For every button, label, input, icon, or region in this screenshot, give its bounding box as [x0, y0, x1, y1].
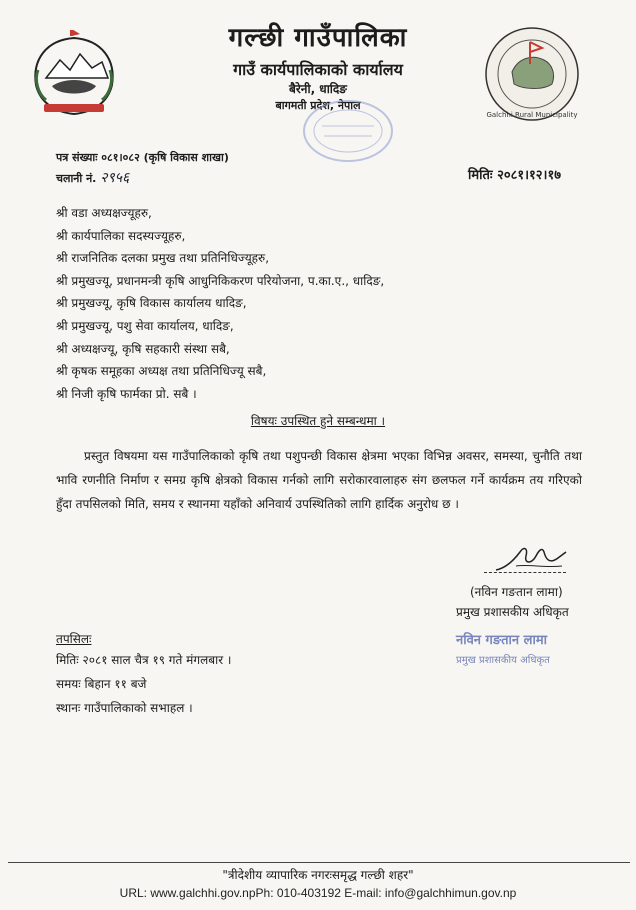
recipient-item: श्री प्रमुखज्यू, पशु सेवा कार्यालय, धादिङ, [56, 318, 234, 333]
signature-line [484, 572, 566, 573]
footer-contacts: URL: www.galchhi.gov.npPh: 010-403192 E-mail: info@galchhimun.gov.np [119, 886, 517, 900]
municipality-title: गल्छी गाउँपालिका [228, 23, 408, 53]
name-stamp: नविन गङतान लामा [456, 633, 547, 648]
recipient-item: श्री निजी कृषि फार्मका प्रो. सबै । [56, 386, 197, 401]
office-place: बैरेनी, धादिङ [289, 82, 347, 96]
dispatch-number: २९५६ [100, 170, 130, 186]
signatory-name: (नविन गङतान लामा) [470, 585, 563, 599]
letter-date: मितिः २०८१।१२।१७ [468, 168, 562, 183]
recipient-item: श्री प्रमुखज्यू, प्रधानमन्त्री कृषि आधुनिकिकरण परियोजना, प.का.ए., धादिङ, [56, 273, 385, 288]
recipient-item: श्री राजनितिक दलका प्रमुख तथा प्रतिनिधिज्यूहरु, [56, 251, 270, 266]
dispatch-number-row [56, 168, 129, 187]
recipient-item: श्री कार्यपालिका सदस्यज्यूहरु, [56, 228, 186, 243]
reference-number: पत्र संख्याः ०८१।०८२ (कृषि विकास शाखा) [56, 151, 229, 164]
letter-body: प्रस्तुत विषयमा यस गाउँपालिकाको कृषि तथा पशुपन्छी विकास क्षेत्रमा भएका विभिन्न अवसर, समस्या, चुनौति तथा भावि रणनीति निर्माण र समग्र कृषि क्षेत्रको विकास गर्नको लागि सरोकारवालाहरु संग छलफल गर्ने कार्यक्रम तय गरिएको हुँदा तपसिलको मिति, समय र स्थानमा यहाँको अनिवार्य उपस्थितिको लागि हार्दिक अनुरोध छ । [56, 449, 582, 511]
details-place: स्थानः गाउँपालिकाको सभाहल । [56, 701, 193, 715]
recipient-item: श्री कृषक समूहका अध्यक्ष तथा प्रतिनिधिज्यू सबै, [56, 364, 267, 379]
recipient-item: श्री अध्यक्षज्यू, कृषि सहकारी संस्था सबै, [56, 341, 230, 356]
details-date: मितिः २०८१ साल चैत्र १९ गते मंगलबार । [56, 653, 232, 667]
footer-motto: "त्रीदेशीय व्यापारिक नगरःसमृद्ध गल्छी शहर" [222, 868, 414, 882]
signatory-role: प्रमुख प्रशासकीय अधिकृत [456, 605, 569, 619]
recipient-item: श्री प्रमुखज्यू, कृषि विकास कार्यालय धादिङ, [56, 296, 247, 311]
details-time: समयः बिहान ११ बजे [56, 677, 147, 691]
footer-divider [8, 862, 630, 863]
dispatch-label: चलानी नं. [56, 172, 97, 185]
office-province: बागमती प्रदेश, नेपाल [275, 99, 361, 112]
letter-subject: विषयः उपस्थित हुने सम्बन्धमा । [250, 414, 386, 428]
role-stamp: प्रमुख प्रशासकीय अधिकृत [456, 655, 550, 666]
office-name: गाउँ कार्यपालिकाको कार्यालय [233, 60, 403, 79]
seal-text: Galchhi Rural Municipality [486, 111, 578, 119]
details-list [56, 648, 231, 720]
details-heading: तपसिलः [56, 632, 92, 646]
recipient-item: श्री वडा अध्यक्षज्यूहरु, [56, 206, 152, 220]
recipient-list [56, 202, 384, 405]
office-stamp-icon [300, 96, 396, 166]
